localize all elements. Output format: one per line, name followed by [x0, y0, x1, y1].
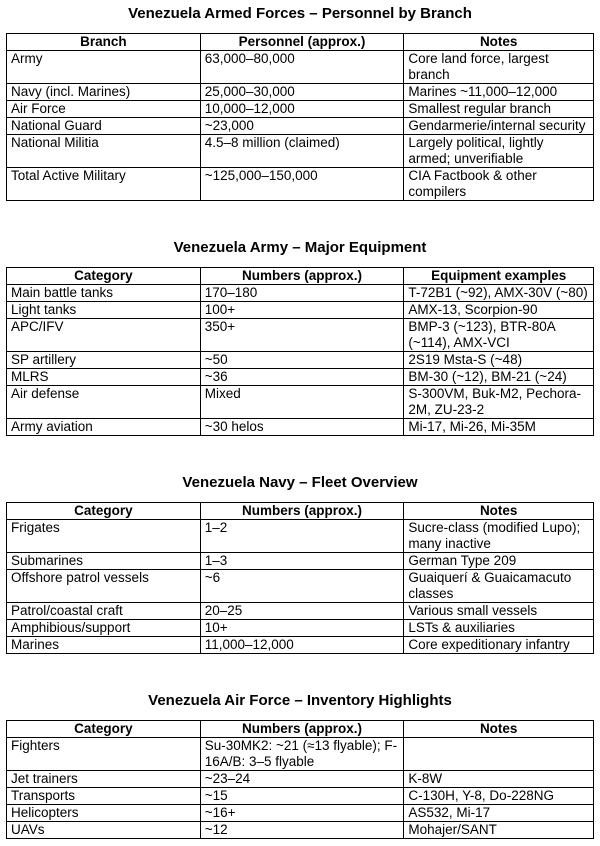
table-row — [7, 135, 594, 168]
table-cell: Various small vessels — [404, 603, 594, 620]
table-row — [7, 118, 594, 135]
table-cell: Submarines — [7, 553, 201, 570]
table-row — [7, 788, 594, 805]
table-cell: T-72B1 (~92), AMX-30V (~80) — [404, 285, 594, 302]
table-row — [7, 553, 594, 570]
table-cell: 2S19 Msta-S (~48) — [404, 352, 594, 369]
table-cell: CIA Factbook & other compilers — [404, 168, 594, 201]
column-header: Numbers (approx.) — [200, 268, 404, 285]
table-cell: UAVs — [7, 822, 201, 839]
data-table — [6, 720, 594, 839]
table-cell: Frigates — [7, 520, 201, 553]
table-cell: Patrol/coastal craft — [7, 603, 201, 620]
table-cell: Air Force — [7, 101, 201, 118]
table-cell: National Militia — [7, 135, 201, 168]
table-cell: 10,000–12,000 — [200, 101, 404, 118]
table-row — [7, 603, 594, 620]
table-cell: 170–180 — [200, 285, 404, 302]
column-header: Category — [7, 503, 201, 520]
table-row — [7, 285, 594, 302]
table-cell: Su-30MK2: ~21 (≈13 flyable); F-16A/B: 3–5 flyable — [200, 738, 404, 771]
column-header: Notes — [404, 34, 594, 51]
table-cell: Navy (incl. Marines) — [7, 84, 201, 101]
table-cell: Amphibious/support — [7, 620, 201, 637]
data-table — [6, 33, 594, 201]
column-header: Notes — [404, 721, 594, 738]
section-title: Venezuela Air Force – Inventory Highlights — [148, 692, 452, 709]
table-row — [7, 620, 594, 637]
table-cell: Mixed — [200, 386, 404, 419]
table-cell: 10+ — [200, 620, 404, 637]
data-table — [6, 267, 594, 436]
table-cell: APC/IFV — [7, 319, 201, 352]
section-title: Venezuela Navy – Fleet Overview — [182, 474, 418, 491]
table-cell: Core land force, largest branch — [404, 51, 594, 84]
table-cell: 20–25 — [200, 603, 404, 620]
column-header: Equipment examples — [404, 268, 594, 285]
table-cell: ~50 — [200, 352, 404, 369]
table-cell: Army — [7, 51, 201, 84]
table-cell: Helicopters — [7, 805, 201, 822]
table-row — [7, 352, 594, 369]
table-cell: ~23,000 — [200, 118, 404, 135]
table-row — [7, 84, 594, 101]
table-cell: 1–3 — [200, 553, 404, 570]
column-header: Category — [7, 721, 201, 738]
column-header: Category — [7, 268, 201, 285]
table-cell: Army aviation — [7, 419, 201, 436]
table-cell: AS532, Mi-17 — [404, 805, 594, 822]
table-cell: Smallest regular branch — [404, 101, 594, 118]
table-cell: K-8W — [404, 771, 594, 788]
column-header: Personnel (approx.) — [200, 34, 404, 51]
table-cell: 350+ — [200, 319, 404, 352]
table-cell: ~30 helos — [200, 419, 404, 436]
table-row — [7, 319, 594, 352]
table-row — [7, 51, 594, 84]
column-header: Notes — [404, 503, 594, 520]
table-cell: 100+ — [200, 302, 404, 319]
table-cell: 1–2 — [200, 520, 404, 553]
column-header: Branch — [7, 34, 201, 51]
table-cell: Mi-17, Mi-26, Mi-35M — [404, 419, 594, 436]
table-cell: AMX-13, Scorpion-90 — [404, 302, 594, 319]
column-header: Numbers (approx.) — [200, 503, 404, 520]
table-cell: Air defense — [7, 386, 201, 419]
table-cell: SP artillery — [7, 352, 201, 369]
table-cell: Largely political, lightly armed; unverifiable — [404, 135, 594, 168]
table-cell: 4.5–8 million (claimed) — [200, 135, 404, 168]
table-cell: National Guard — [7, 118, 201, 135]
table-header-row — [7, 268, 594, 285]
table-row — [7, 419, 594, 436]
table-cell: MLRS — [7, 369, 201, 386]
table-cell: Marines — [7, 637, 201, 654]
table-row — [7, 369, 594, 386]
table-cell: Sucre-class (modified Lupo); many inactive — [404, 520, 594, 553]
table-cell: Total Active Military — [7, 168, 201, 201]
table-cell: ~36 — [200, 369, 404, 386]
table-section — [6, 239, 594, 436]
table-header-row — [7, 34, 594, 51]
table-cell: Core expeditionary infantry — [404, 637, 594, 654]
table-row — [7, 805, 594, 822]
table-section — [6, 474, 594, 654]
table-row — [7, 637, 594, 654]
table-cell: S-300VM, Buk-M2, Pechora-2M, ZU-23-2 — [404, 386, 594, 419]
table-row — [7, 570, 594, 603]
table-cell: ~6 — [200, 570, 404, 603]
table-cell: Fighters — [7, 738, 201, 771]
table-cell: 11,000–12,000 — [200, 637, 404, 654]
table-cell: Guaiquerí & Guaicamacuto classes — [404, 570, 594, 603]
table-row — [7, 302, 594, 319]
table-cell: ~23–24 — [200, 771, 404, 788]
table-cell: Jet trainers — [7, 771, 201, 788]
table-cell: 25,000–30,000 — [200, 84, 404, 101]
table-row — [7, 168, 594, 201]
table-row — [7, 101, 594, 118]
table-cell: C-130H, Y-8, Do-228NG — [404, 788, 594, 805]
table-cell: BMP-3 (~123), BTR-80A (~114), AMX-VCI — [404, 319, 594, 352]
table-cell: Offshore patrol vessels — [7, 570, 201, 603]
column-header: Numbers (approx.) — [200, 721, 404, 738]
table-row — [7, 771, 594, 788]
data-table — [6, 502, 594, 654]
table-cell — [404, 738, 594, 771]
table-section — [6, 5, 594, 201]
table-header-row — [7, 721, 594, 738]
table-cell: Gendarmerie/internal security — [404, 118, 594, 135]
table-cell: ~125,000–150,000 — [200, 168, 404, 201]
table-cell: Mohajer/SANT — [404, 822, 594, 839]
table-cell: Marines ~11,000–12,000 — [404, 84, 594, 101]
table-row — [7, 738, 594, 771]
table-cell: BM-30 (~12), BM-21 (~24) — [404, 369, 594, 386]
table-cell: Light tanks — [7, 302, 201, 319]
section-title: Venezuela Army – Major Equipment — [173, 239, 427, 256]
table-cell: Transports — [7, 788, 201, 805]
table-cell: Main battle tanks — [7, 285, 201, 302]
table-cell: ~15 — [200, 788, 404, 805]
table-cell: German Type 209 — [404, 553, 594, 570]
table-cell: ~12 — [200, 822, 404, 839]
table-row — [7, 386, 594, 419]
table-row — [7, 822, 594, 839]
table-cell: 63,000–80,000 — [200, 51, 404, 84]
table-row — [7, 520, 594, 553]
table-cell: ~16+ — [200, 805, 404, 822]
table-header-row — [7, 503, 594, 520]
table-cell: LSTs & auxiliaries — [404, 620, 594, 637]
section-title: Venezuela Armed Forces – Personnel by Branch — [128, 5, 472, 22]
table-section — [6, 692, 594, 839]
